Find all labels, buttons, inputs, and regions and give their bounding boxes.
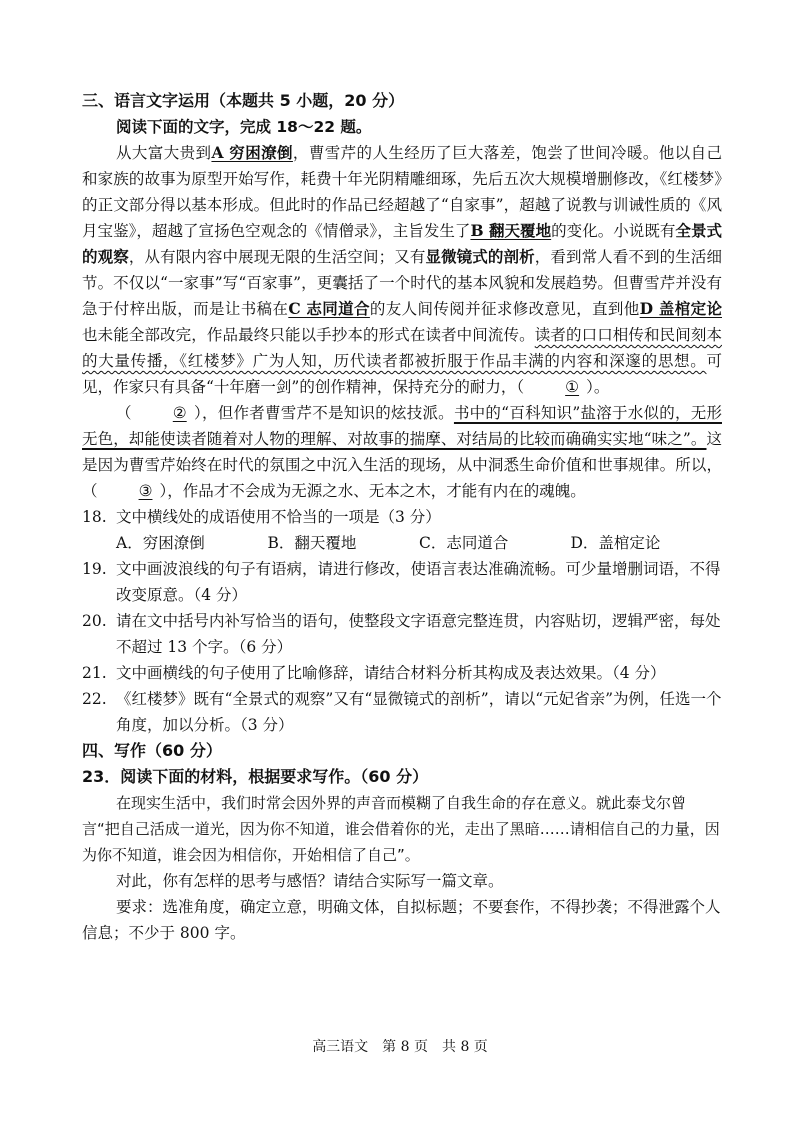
option-b: B．翻天覆地: [267, 534, 357, 552]
idiom-d: D 盖棺定论: [639, 299, 722, 318]
question-21: 21. 文中画横线的句子使用了比喻修辞，请结合材料分析其构成及表达效果。（4 分）: [82, 664, 666, 682]
passage-paragraph-2: （ ② ），但作者曹雪芹不是知识的炫技派。书中的“百科知识”盐溶于水似的，无形无色，却能使读者随着对人物的理解、对故事的揣摩、对结局的比较而确确实实地“味之”。这是因为曹雪芹始终在时代的氛围之中沉入生活的现场，从中洞悉生命价值和世事规律。所以，（ ③ ），作品才不会成为无源之水、无本之木，才能有内在的魂魄。: [82, 400, 722, 504]
page-footer: 高三语文 第 8 页 共 8 页: [312, 1039, 488, 1055]
question-19: 19. 文中画波浪线的句子有语病，请进行修改，使语言表达准确流畅。可少量增删词语，不得改变原意。（4 分）: [82, 560, 721, 604]
option-a: A．穷困潦倒: [116, 534, 205, 552]
blank-2: ②: [172, 404, 187, 422]
panoramic-phrase: 全景式的观察: [82, 221, 722, 266]
option-c: C．志同道合: [419, 534, 509, 552]
question-23-title: 23．阅读下面的材料，根据要求写作。（60 分）: [82, 767, 429, 786]
option-d: D．盖棺定论: [570, 534, 661, 552]
writing-material: 在现实生活中，我们时常会因外界的声音而模糊了自我生命的存在意义。就此泰戈尔曾言“把自己活成一道光，因为你不知道，谁会借着你的光，走出了黑暗……请相信自己的力量，因为你不知道，谁会因为相信你，开始相信了自己”。: [82, 794, 720, 864]
writing-prompt: 对此，你有怎样的思考与感悟？请结合实际写一篇文章。: [116, 872, 504, 890]
question-22: 22. 《红楼梦》既有“全景式的观察”又有“显微镜式的剖析”，请以“元妃省亲”为例，任选一个角度，加以分析。（3 分）: [82, 690, 722, 734]
idiom-a: A 穷困潦倒: [211, 143, 293, 162]
blank-3: ③: [138, 482, 153, 500]
idiom-c: C 志同道合: [288, 299, 370, 318]
question-20: 20. 请在文中括号内补写恰当的语句，使整段文字语意完整连贯，内容贴切，逻辑严密，每处不超过 13 个字。（6 分）: [82, 612, 721, 656]
passage-paragraph-1: 从大富大贵到A 穷困潦倒，曹雪芹的人生经历了巨大落差，饱尝了世间冷暖。他以自己和家族的故事为原型开始写作，耗费十年光阴精雕细琢，先后五次大规模增删修改，《红楼梦》的正文部分得以基本形成。但此时的作品已经超越了“自家事”，超越了说教与训诫性质的《风月宝鉴》，超越了宣扬色空观念的《情僧录》，主旨发生了B 翻天覆地的变化。小说既有全景式的观察，从有限内容中展现无限的生活空间；又有显微镜式的剖析，看到常人看不到的生活细节。不仅以“一家事”写“百家事”，更囊括了一个时代的基本风貌和发展趋势。但曹雪芹并没有急于付梓出版，而是让书稿在C 志同道合的友人间传阅并征求修改意见，直到他D 盖棺定论也未能全部改完，作品最终只能以手抄本的形式在读者中间流传。读者的口口相传和民间刻本的大量传播，《红楼梦》广为人知，历代读者都被折服于作品丰满的内容和深邃的思想。可见，作家只有具备“十年磨一剑”的创作精神，保持充分的耐力，（ ① ）。: [82, 140, 722, 400]
writing-requirements: 要求：选准角度，确定立意，明确文体，自拟标题；不要套作，不得抄袭；不得泄露个人信息；不少于 800 字。: [82, 898, 721, 942]
idiom-b: B 翻天覆地: [470, 221, 552, 240]
exam-page: [82, 88, 722, 946]
underlined-sentence: 书中的“百科知识”盐溶于水似的，无形无色，却能使读者随着对人物的理解、对故事的揣摩、对结局的比较而确确实实地“味之”。: [82, 404, 722, 448]
question-18: 18. 文中横线处的成语使用不恰当的一项是（3 分）: [82, 508, 441, 526]
section4-title: 四、写作（60 分）: [82, 741, 222, 760]
section3-title: 三、语言文字运用（本题共 5 小题，20 分）: [82, 91, 405, 110]
question-18-options: [82, 530, 722, 556]
microscopic-phrase: 显微镜式的剖析: [425, 247, 535, 266]
section3-instruction: 阅读下面的文字，完成 18～22 题。: [116, 118, 372, 136]
wavy-sentence: 读者的口口相传和民间刻本的大量传播，《红楼梦》广为人知，历代读者都被折服于作品丰满的内容和深邃的思想。: [82, 326, 722, 370]
blank-1: ①: [565, 378, 580, 396]
